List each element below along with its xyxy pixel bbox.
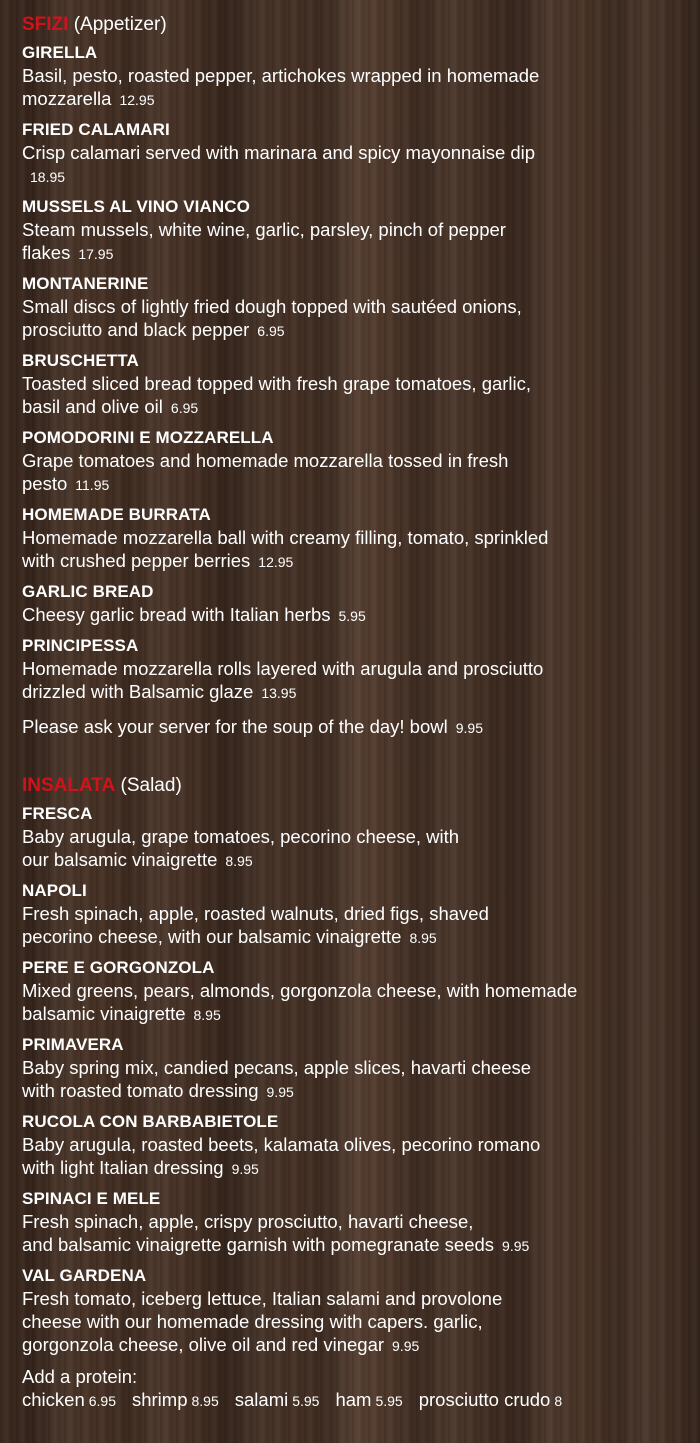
- item-description-text: Homemade mozzarella rolls layered with arugula and prosciutto: [22, 658, 544, 679]
- item-price: 9.95: [266, 1084, 294, 1100]
- item-description-text: Baby spring mix, candied pecans, apple slices, havarti cheese: [22, 1057, 532, 1078]
- item-description-line: [22, 979, 700, 1002]
- menu-item: [22, 427, 700, 497]
- item-description-line: [22, 848, 700, 873]
- item-name: MONTANERINE: [22, 274, 149, 293]
- protein-option: [419, 1389, 562, 1410]
- protein-price: 6.95: [88, 1393, 116, 1409]
- item-description-text: with light Italian dressing: [22, 1157, 224, 1178]
- item-name: GARLIC BREAD: [22, 582, 154, 601]
- item-description-text: pecorino cheese, with our balsamic vinaigrette: [22, 926, 402, 947]
- protein-option: [335, 1389, 402, 1410]
- item-description-text: our balsamic vinaigrette: [22, 849, 218, 870]
- item-description-line: [22, 680, 700, 705]
- section-title-english: (Salad): [120, 775, 182, 796]
- item-description-line: [22, 526, 700, 549]
- menu-page: [22, 12, 700, 1413]
- item-name: MUSSELS AL VINO VIANCO: [22, 197, 250, 216]
- item-name: PERE E GORGONZOLA: [22, 958, 215, 977]
- item-description-text: Grape tomatoes and homemade mozzarella tossed in fresh: [22, 450, 509, 471]
- item-description-line: [22, 925, 700, 950]
- section-title-italian: INSALATA: [22, 775, 116, 796]
- item-description-line: [22, 241, 700, 266]
- item-description-line: [22, 164, 700, 189]
- menu-item: [22, 581, 700, 628]
- item-price: 11.95: [75, 477, 110, 493]
- menu-item: [22, 119, 700, 189]
- protein-name: shrimp: [131, 1389, 188, 1410]
- item-description-line: [22, 64, 700, 87]
- menu-item: [22, 1188, 700, 1258]
- item-price: 6.95: [257, 323, 285, 339]
- menu-item: [22, 1265, 700, 1358]
- item-description-text: and balsamic vinaigrette garnish with pomegranate seeds: [22, 1234, 495, 1255]
- protein-price: 8.95: [191, 1393, 219, 1409]
- menu-item: [22, 196, 700, 266]
- item-name: FRIED CALAMARI: [22, 120, 170, 139]
- item-description-text: mozzarella: [22, 88, 112, 109]
- item-price: 12.95: [119, 92, 155, 108]
- protein-option: [22, 1389, 116, 1410]
- item-price: 8.95: [225, 853, 253, 869]
- section-title-italian: SFIZI: [22, 14, 69, 35]
- item-price: 13.95: [261, 685, 297, 701]
- item-price: 8.95: [193, 1007, 221, 1023]
- menu-item: [22, 803, 700, 873]
- item-description-text: Cheesy garlic bread with Italian herbs: [22, 604, 331, 625]
- item-description-line: [22, 1079, 700, 1104]
- item-price: 5.95: [338, 608, 366, 624]
- protein-price: 5.95: [292, 1393, 320, 1409]
- menu-item: [22, 42, 700, 112]
- item-price: 9.95: [502, 1238, 530, 1254]
- salad-list: [22, 803, 700, 1358]
- menu-item: [22, 957, 700, 1027]
- item-name: PRINCIPESSA: [22, 636, 139, 655]
- protein-name: chicken: [22, 1389, 85, 1410]
- item-description-text: prosciutto and black pepper: [22, 319, 250, 340]
- item-description-line: [22, 1133, 700, 1156]
- item-description-text: Fresh tomato, iceberg lettuce, Italian salami and provolone: [22, 1288, 503, 1309]
- salad-section: [22, 773, 700, 1413]
- item-description-line: [22, 902, 700, 925]
- item-name: RUCOLA CON BARBABIETOLE: [22, 1112, 279, 1131]
- protein-name: ham: [335, 1389, 372, 1410]
- item-description-text: Baby arugula, roasted beets, kalamata olives, pecorino romano: [22, 1134, 541, 1155]
- item-description-text: with roasted tomato dressing: [22, 1080, 259, 1101]
- item-price: 8.95: [409, 930, 437, 946]
- item-name: FRESCA: [22, 804, 93, 823]
- item-name: GIRELLA: [22, 43, 98, 62]
- item-name: VAL GARDENA: [22, 1266, 147, 1285]
- item-description-line: [22, 549, 700, 574]
- item-description-line: [22, 1002, 700, 1027]
- item-description-line: [22, 372, 700, 395]
- item-description-line: [22, 825, 700, 848]
- section-heading-salad: [22, 773, 700, 799]
- item-description-text: Fresh spinach, apple, crispy prosciutto, havarti cheese,: [22, 1211, 474, 1232]
- item-description-line: [22, 1210, 700, 1233]
- item-description-text: Crisp calamari served with marinara and spicy mayonnaise dip: [22, 142, 536, 163]
- item-description-text: Basil, pesto, roasted pepper, artichokes wrapped in homemade: [22, 65, 540, 86]
- menu-item: [22, 273, 700, 343]
- item-description-text: Baby arugula, grape tomatoes, pecorino cheese, with: [22, 826, 460, 847]
- item-description-text: basil and olive oil: [22, 396, 163, 417]
- item-price: 12.95: [258, 554, 294, 570]
- menu-item: [22, 504, 700, 574]
- item-description-line: [22, 295, 700, 318]
- protein-option: [132, 1389, 219, 1410]
- item-price: 6.95: [170, 400, 199, 416]
- menu-item: [22, 350, 700, 420]
- item-description-line: [22, 1310, 700, 1333]
- item-description-line: [22, 395, 700, 420]
- item-description-line: [22, 1287, 700, 1310]
- protein-name: salami: [234, 1389, 289, 1410]
- appetizer-list: [22, 42, 700, 705]
- appetizer-section: [22, 12, 700, 740]
- item-description-text: pesto: [22, 473, 68, 494]
- item-description-line: [22, 472, 700, 497]
- item-price: 9.95: [392, 1338, 420, 1354]
- item-description-line: [22, 657, 700, 680]
- item-description-text: with crushed pepper berries: [22, 550, 251, 571]
- section-heading-appetizer: [22, 12, 700, 38]
- item-description-text: Mixed greens, pears, almonds, gorgonzola cheese, with homemade: [22, 980, 578, 1001]
- menu-item: [22, 1034, 700, 1104]
- item-description-line: [22, 603, 700, 628]
- item-description-line: [22, 218, 700, 241]
- item-description-line: [22, 1233, 700, 1258]
- item-description-line: [22, 1156, 700, 1181]
- item-description-text: gorgonzola cheese, olive oil and red vinegar: [22, 1334, 385, 1355]
- item-name: PRIMAVERA: [22, 1035, 124, 1054]
- item-name: POMODORINI E MOZZARELLA: [22, 428, 274, 447]
- soup-note: [22, 715, 700, 740]
- menu-item: [22, 880, 700, 950]
- item-name: SPINACI E MELE: [22, 1189, 161, 1208]
- item-description-text: Homemade mozzarella ball with creamy filling, tomato, sprinkled: [22, 527, 549, 548]
- item-name: HOMEMADE BURRATA: [22, 505, 211, 524]
- soup-note-text: Please ask your server for the soup of the day! bowl: [22, 716, 448, 737]
- protein-price: 8: [554, 1393, 563, 1409]
- item-price: 9.95: [231, 1161, 259, 1177]
- item-description-line: [22, 141, 700, 164]
- item-description-line: [22, 87, 700, 112]
- protein-label: Add a protein:: [22, 1366, 138, 1387]
- item-description-line: [22, 1333, 700, 1358]
- menu-item: [22, 1111, 700, 1181]
- section-title-english: (Appetizer): [73, 14, 167, 35]
- item-description-text: balsamic vinaigrette: [22, 1003, 186, 1024]
- item-description-text: drizzled with Balsamic glaze: [22, 681, 254, 702]
- item-description-line: [22, 318, 700, 343]
- item-name: BRUSCHETTA: [22, 351, 139, 370]
- soup-price: 9.95: [455, 720, 483, 736]
- protein-option: [235, 1389, 320, 1410]
- item-description-text: Small discs of lightly fried dough topped with sautéed onions,: [22, 296, 522, 317]
- protein-name: prosciutto crudo: [418, 1389, 551, 1410]
- item-description-line: [22, 1056, 700, 1079]
- protein-list: [22, 1388, 700, 1413]
- item-description-text: Toasted sliced bread topped with fresh grape tomatoes, garlic,: [22, 373, 532, 394]
- item-description-text: flakes: [22, 242, 71, 263]
- menu-item: [22, 635, 700, 705]
- item-name: NAPOLI: [22, 881, 87, 900]
- item-price: 17.95: [78, 246, 114, 262]
- item-description-line: [22, 449, 700, 472]
- item-description-text: Fresh spinach, apple, roasted walnuts, dried figs, shaved: [22, 903, 489, 924]
- item-description-text: Steam mussels, white wine, garlic, parsley, pinch of pepper: [22, 219, 506, 240]
- item-description-text: cheese with our homemade dressing with capers. garlic,: [22, 1311, 483, 1332]
- protein-price: 5.95: [375, 1393, 403, 1409]
- item-price: 18.95: [30, 169, 66, 185]
